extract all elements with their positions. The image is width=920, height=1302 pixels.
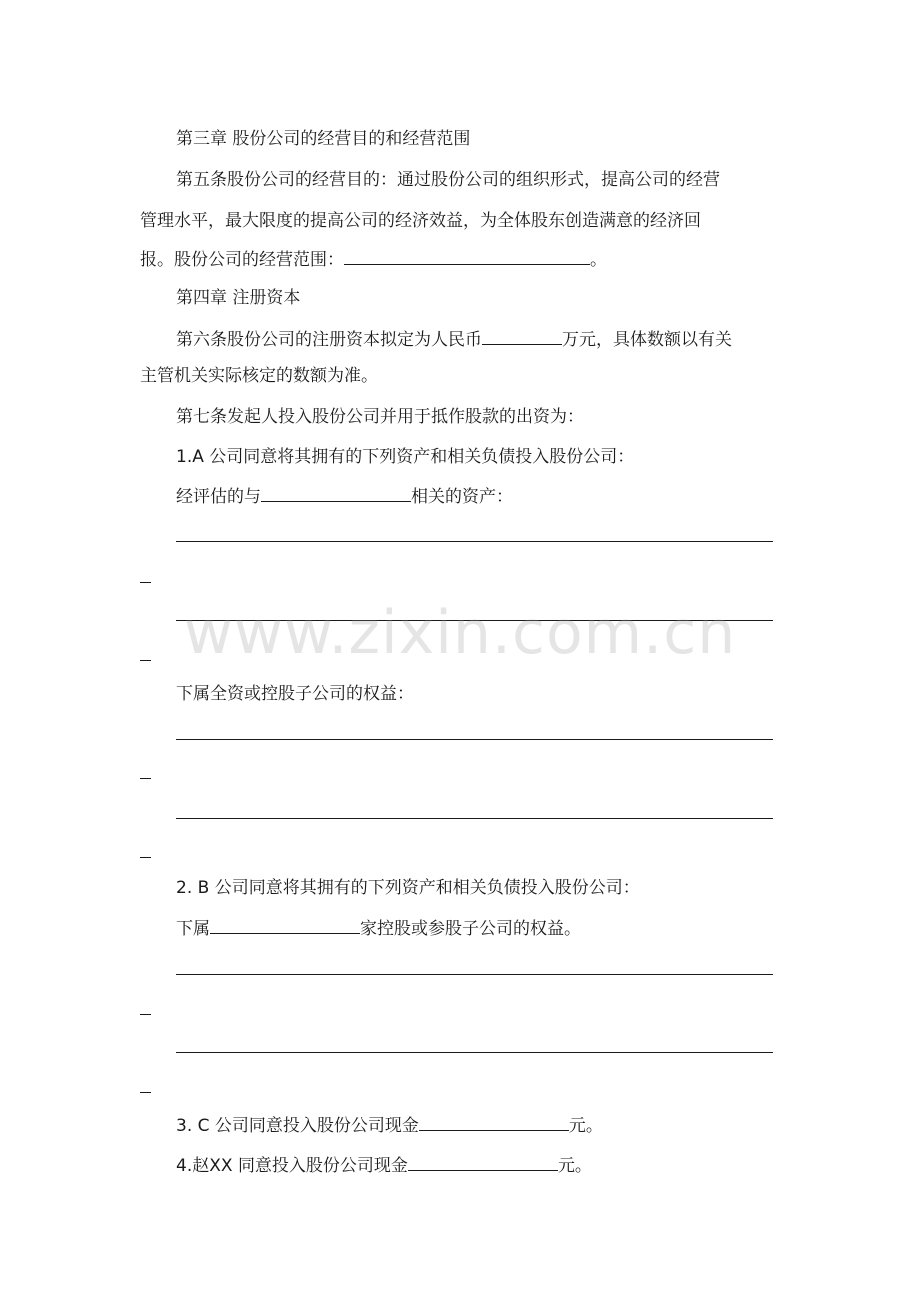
business-scope-label: 报。股份公司的经营范围： (140, 250, 344, 270)
item3-label: 公司同意投入股份公司现金 (214, 1116, 419, 1136)
item3-number: 3. C (176, 1116, 210, 1136)
article5-line2: 管理水平，最大限度的提高公司的经济效益，为全体股东创造满意的经济回 (140, 211, 701, 231)
item4-label: 同意投入股份公司现金 (237, 1156, 408, 1176)
fill-in-dash (140, 1014, 151, 1015)
chapter3-heading: 第三章 股份公司的经营目的和经营范围 (176, 129, 471, 149)
assets-suffix: 相关的资产： (411, 487, 513, 507)
item4-suffix: 元。 (557, 1156, 592, 1176)
item2b-line (176, 915, 581, 941)
chapter4-heading: 第四章 注册资本 (176, 288, 301, 308)
item4-line (176, 1152, 592, 1178)
article7-intro: 第七条发起人投入股份公司并用于抵作股款的出资为： (176, 407, 584, 427)
item3-line (176, 1112, 603, 1138)
article6-line1 (176, 326, 732, 352)
item4-number: 4. (176, 1156, 193, 1176)
article5-line1: 第五条股份公司的经营目的：通过股份公司的组织形式，提高公司的经营 (176, 170, 720, 190)
article6-line2: 主管机关实际核定的数额为准。 (140, 366, 378, 386)
assets-blank (261, 483, 411, 502)
fill-in-dash (140, 778, 151, 779)
item1-line (176, 445, 634, 469)
fill-in-dash (140, 857, 151, 858)
item2-text: 公司同意将其拥有的下列资产和相关负债投入股份公司： (214, 878, 640, 898)
registered-capital-label: 第六条股份公司的注册资本拟定为人民币 (176, 330, 482, 350)
item2b-label: 下属 (176, 919, 210, 939)
fill-in-line (176, 818, 773, 819)
watermark: www.zixin.com.cn (183, 598, 737, 668)
item1-number: 1.A (176, 447, 204, 467)
item2-line (176, 876, 640, 900)
item1-text: 公司同意将其拥有的下列资产和相关负债投入股份公司： (209, 447, 635, 467)
item2-number: 2. B (176, 878, 210, 898)
fill-in-dash (140, 582, 151, 583)
fill-in-line (176, 620, 773, 621)
fill-in-line (176, 541, 773, 542)
assets-label: 经评估的与 (176, 487, 261, 507)
fill-in-line (176, 1052, 773, 1053)
registered-capital-suffix: 万元，具体数额以有关 (562, 330, 732, 350)
item4-xx: XX (209, 1156, 233, 1176)
fill-in-line (176, 739, 773, 740)
registered-capital-blank (482, 326, 562, 345)
fill-in-line (176, 974, 773, 975)
fill-in-dash (140, 1092, 151, 1093)
item3-suffix: 元。 (568, 1116, 603, 1136)
item4-name: 赵 (192, 1156, 210, 1176)
item4-cash-blank (408, 1152, 558, 1171)
period: 。 (590, 250, 607, 270)
item2b-suffix: 家控股或参股子公司的权益。 (360, 919, 581, 939)
subsidiary-count-blank (210, 915, 360, 934)
item3-cash-blank (419, 1112, 569, 1131)
fill-in-dash (140, 660, 151, 661)
article5-line3 (140, 246, 607, 272)
business-scope-blank (344, 246, 590, 265)
assets-line (176, 483, 513, 509)
subsidiary-label: 下属全资或控股子公司的权益： (176, 684, 414, 704)
